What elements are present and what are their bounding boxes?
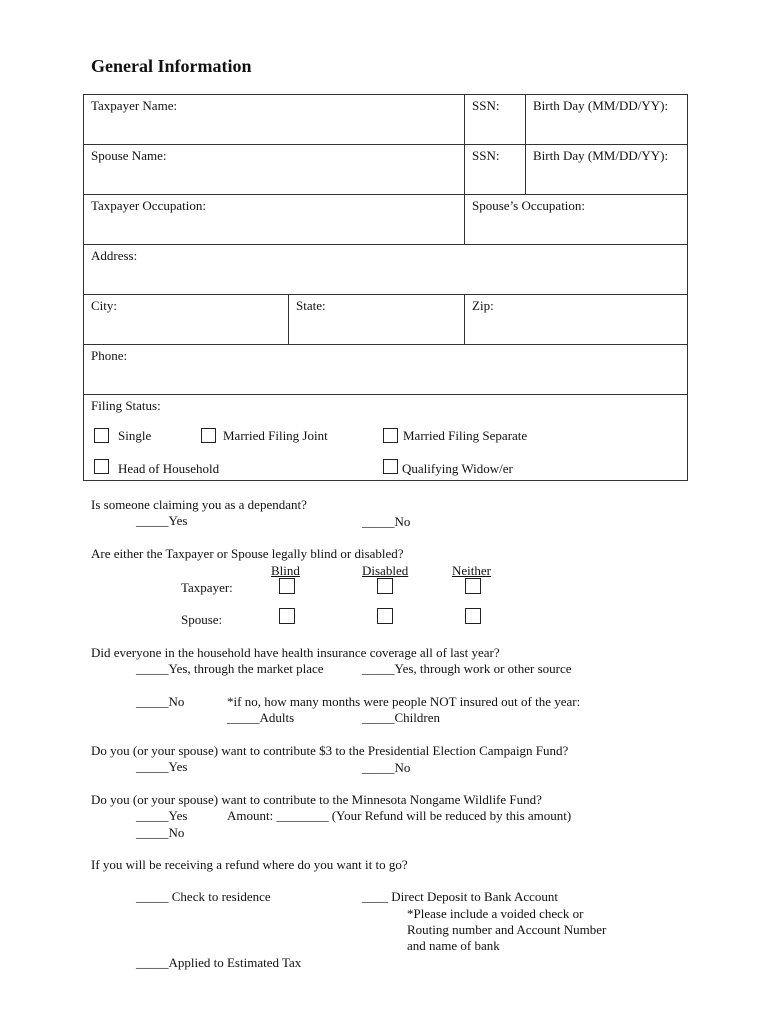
presidential-yes[interactable]: _____Yes [136,759,188,774]
spouse-birthday-label: Birth Day (MM/DD/YY): [533,148,669,163]
taxpayer-disabled-checkbox[interactable] [377,578,393,594]
health-yes-work[interactable]: _____Yes, through work or other source [362,661,572,676]
head-of-household-checkbox[interactable] [94,459,109,474]
qualifying-widower-label: Qualifying Widow/er [402,461,513,476]
taxpayer-occupation-label: Taxpayer Occupation: [91,198,206,213]
taxpayer-name-label: Taxpayer Name: [91,98,178,113]
taxpayer-name-field[interactable] [84,95,465,145]
spouse-row-label: Spouse: [181,612,223,627]
taxpayer-occupation-field[interactable] [84,195,465,245]
presidential-question: Do you (or your spouse) want to contribute $3 to the Presidential Election Campaign Fund? [91,743,569,758]
zip-label: Zip: [472,298,494,313]
taxpayer-blind-checkbox[interactable] [279,578,295,594]
address-label: Address: [91,248,138,263]
taxpayer-birthday-field[interactable] [526,95,688,145]
married-filing-joint-label: Married Filing Joint [223,428,328,443]
taxpayer-row-label: Taxpayer: [181,580,233,595]
blind-question: Are either the Taxpayer or Spouse legally blind or disabled? [91,546,404,561]
disabled-column-header: Disabled [362,563,409,578]
city-label: City: [91,298,118,313]
health-children[interactable]: _____Children [362,710,440,725]
married-filing-joint-checkbox[interactable] [201,428,216,443]
qualifying-widower-checkbox[interactable] [383,459,398,474]
taxpayer-ssn-label: SSN: [472,98,500,113]
refund-note-line1: *Please include a voided check or [407,906,584,921]
refund-check[interactable]: _____ Check to residence [136,889,271,904]
spouse-occupation-label: Spouse’s Occupation: [472,198,586,213]
filing-status-section [84,395,688,481]
refund-note-line3: and name of bank [407,938,500,953]
spouse-disabled-checkbox[interactable] [377,608,393,624]
spouse-birthday-field[interactable] [526,145,688,195]
health-no[interactable]: _____No [136,694,185,709]
married-filing-separate-label: Married Filing Separate [403,428,528,443]
single-checkbox[interactable] [94,428,109,443]
neither-column-header: Neither [452,563,491,578]
taxpayer-birthday-label: Birth Day (MM/DD/YY): [533,98,669,113]
spouse-blind-checkbox[interactable] [279,608,295,624]
zip-field[interactable] [465,295,688,345]
state-label: State: [296,298,326,313]
phone-field[interactable] [84,345,688,395]
spouse-name-field[interactable] [84,145,465,195]
head-of-household-label: Head of Household [118,461,220,476]
refund-estimated-tax[interactable]: _____Applied to Estimated Tax [136,955,302,970]
refund-direct-deposit[interactable]: ____ Direct Deposit to Bank Account [362,889,559,904]
refund-note-line2: Routing number and Account Number [407,922,607,937]
presidential-no[interactable]: _____No [362,760,411,775]
spouse-name-label: Spouse Name: [91,148,167,163]
dependant-question: Is someone claiming you as a dependant? [91,497,307,512]
wildlife-question: Do you (or your spouse) want to contribute to the Minnesota Nongame Wildlife Fund? [91,792,542,807]
phone-label: Phone: [91,348,128,363]
refund-question: If you will be receiving a refund where do you want it to go? [91,857,408,872]
spouse-neither-checkbox[interactable] [465,608,481,624]
address-field[interactable] [84,245,688,295]
city-field[interactable] [84,295,289,345]
blind-column-header: Blind [271,563,300,578]
taxpayer-neither-checkbox[interactable] [465,578,481,594]
wildlife-yes[interactable]: _____Yes [136,808,188,823]
general-info-table [83,94,688,481]
single-label: Single [118,428,152,443]
wildlife-amount[interactable]: Amount: ________ (Your Refund will be reduced by this amount) [227,808,572,823]
health-months-note: *if no, how many months were people NOT insured out of the year: [227,694,581,709]
page-title: General Information [91,56,252,76]
health-yes-market[interactable]: _____Yes, through the market place [136,661,324,676]
spouse-occupation-field[interactable] [465,195,688,245]
filing-status-label: Filing Status: [91,398,161,413]
health-question: Did everyone in the household have health insurance coverage all of last year? [91,645,500,660]
wildlife-no[interactable]: _____No [136,825,185,840]
taxpayer-ssn-field[interactable] [465,95,526,145]
state-field[interactable] [289,295,465,345]
health-adults[interactable]: _____Adults [227,710,295,725]
dependant-no[interactable]: _____No [362,514,411,529]
spouse-ssn-label: SSN: [472,148,500,163]
spouse-ssn-field[interactable] [465,145,526,195]
dependant-yes[interactable]: _____Yes [136,513,188,528]
married-filing-separate-checkbox[interactable] [383,428,398,443]
